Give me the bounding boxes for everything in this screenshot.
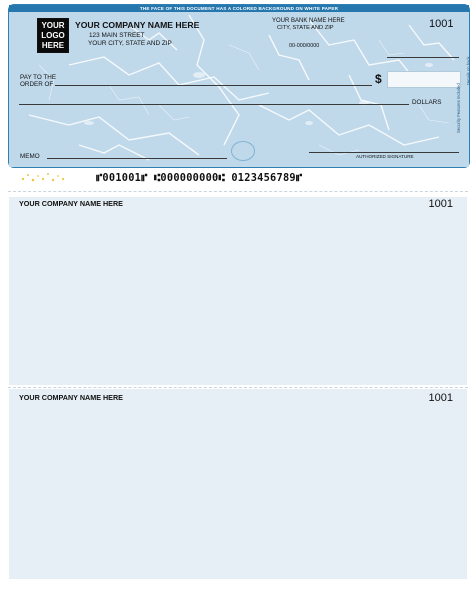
company-address-line1: 123 MAIN STREET	[89, 32, 145, 39]
stub-check-number: 1001	[428, 392, 453, 404]
micr-line: ⑈001001⑈ ⑆000000000⑆ 0123456789⑈	[96, 172, 303, 184]
payee-line[interactable]	[55, 85, 372, 86]
pay-to-line1: PAY TO THE	[20, 74, 57, 81]
memo-line[interactable]	[47, 158, 227, 159]
logo-line-2: LOGO	[41, 31, 65, 40]
bank-name: YOUR BANK NAME HERE	[272, 18, 345, 24]
fraction-code: 00-000/0000	[289, 43, 320, 49]
date-line	[387, 57, 459, 58]
dollars-label: DOLLARS	[412, 99, 442, 106]
stub-company-name: YOUR COMPANY NAME HERE	[19, 199, 123, 208]
dollar-sign: $	[375, 72, 382, 86]
logo-line-1: YOUR	[41, 21, 65, 30]
security-features-text: Security Features Included	[456, 83, 461, 133]
bank-city: CITY, STATE AND ZIP	[277, 25, 334, 31]
security-seal-icon	[231, 141, 255, 161]
perforation-top	[8, 191, 468, 192]
stub-check-number: 1001	[428, 198, 453, 210]
stub-2	[9, 389, 467, 579]
company-logo	[37, 18, 69, 53]
hologram-sparkles-icon	[19, 171, 69, 183]
pay-to-label	[20, 74, 56, 88]
signature-label: AUTHORIZED SIGNATURE	[356, 154, 414, 159]
details-on-back-text: Details on back	[466, 56, 471, 85]
check-face	[8, 4, 470, 168]
perforation-middle	[8, 387, 468, 388]
check-number: 1001	[429, 18, 454, 30]
pay-to-line2: ORDER OF	[20, 81, 54, 88]
stub-company-name: YOUR COMPANY NAME HERE	[19, 393, 123, 402]
stub-1	[9, 197, 467, 385]
company-address-line2: YOUR CITY, STATE AND ZIP	[88, 40, 172, 47]
company-name: YOUR COMPANY NAME HERE	[75, 20, 200, 30]
logo-line-3: HERE	[41, 41, 65, 50]
amount-box[interactable]	[387, 71, 461, 88]
banner-text: THE FACE OF THIS DOCUMENT HAS A COLORED BACKGROUND ON WHITE PAPER	[9, 5, 469, 12]
written-amount-line[interactable]	[19, 104, 409, 105]
signature-line[interactable]	[309, 152, 459, 153]
memo-label: MEMO	[20, 153, 40, 160]
